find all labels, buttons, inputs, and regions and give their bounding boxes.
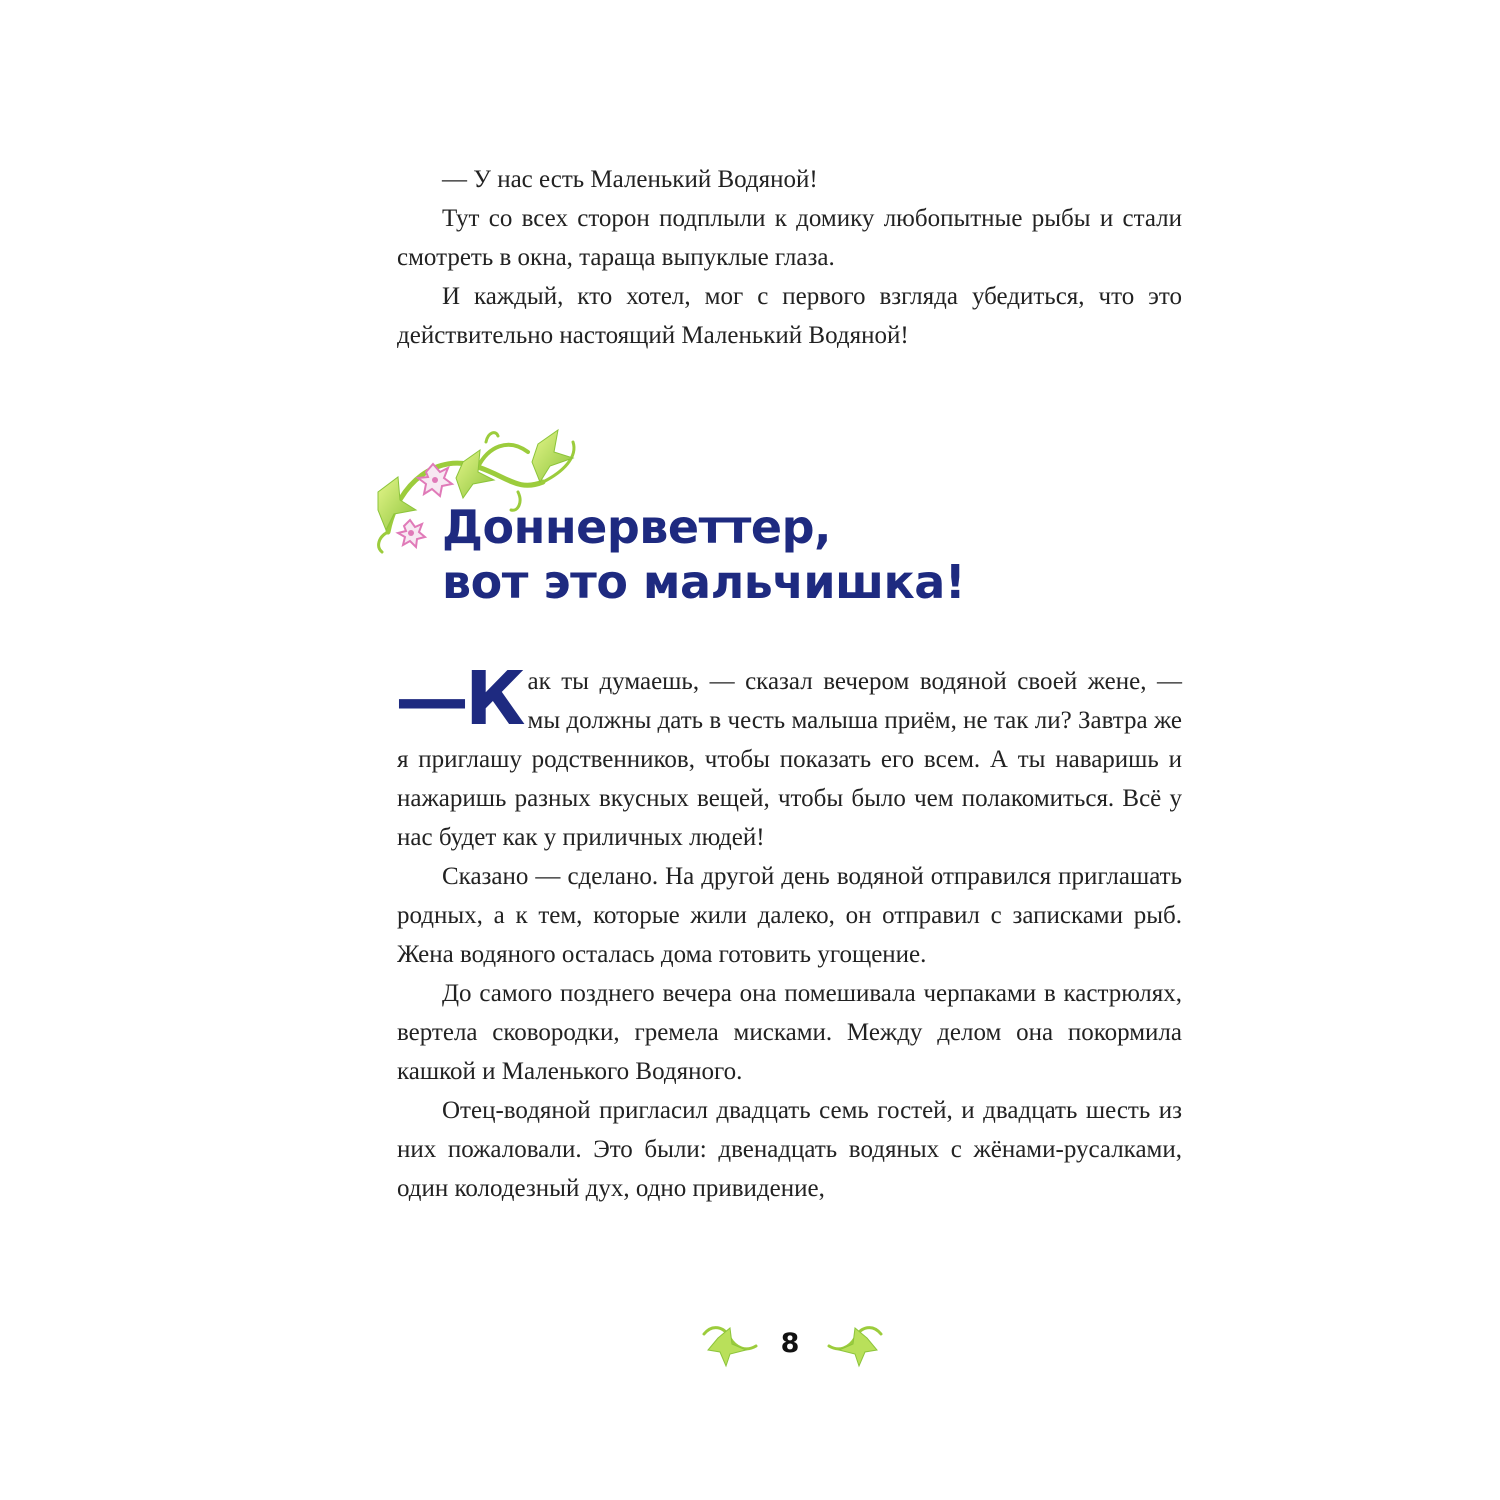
chapter-title <box>442 500 965 610</box>
paragraph: Тут со всех сторон подплыли к домику любопытные рыбы и стали смотреть в окна, тараща выпуклые глаза. <box>397 205 1182 271</box>
drop-cap: —К <box>395 656 522 742</box>
leaf-ornament-left-icon <box>700 1320 760 1370</box>
top-text-block <box>397 160 1182 355</box>
paragraph: Отец-водяной пригласил двадцать семь гостей, и двадцать шесть из них пожаловали. Это были: двенадцать водяных с жёнами-русалками, один колодезный дух, одно привидение, <box>397 1097 1182 1202</box>
page-footer <box>700 1320 890 1370</box>
paragraph-text: ак ты думаешь, — сказал вечером водяной своей жене, — мы должны дать в честь малыша приём, не так ли? Завтра же я приглашу родственников, чтобы показать его всем. А ты наваришь и нажаришь разных вкусных вещей, чтобы было чем полакомиться. Всё у нас будет как у приличных людей! <box>397 668 1182 851</box>
paragraph: Сказано — сделано. На другой день водяной отправился приглашать родных, а к тем, которые жили далеко, он отправил с записками рыб. Жена водяного осталась дома готовить угощение. <box>397 863 1182 968</box>
chapter-title-line: вот это мальчишка! <box>442 555 966 609</box>
main-text-block <box>395 656 1182 1208</box>
paragraph-with-dropcap <box>395 656 1182 857</box>
leaf-ornament-right-icon <box>825 1320 885 1370</box>
chapter-title-line: Доннерветтер, <box>442 500 831 554</box>
paragraph: И каждый, кто хотел, мог с первого взгляда убедиться, что это действительно настоящий Маленький Водяной! <box>397 283 1182 349</box>
paragraph-dialogue: — У нас есть Маленький Водяной! <box>442 166 818 193</box>
page-number: 8 <box>780 1328 800 1359</box>
paragraph: До самого позднего вечера она помешивала черпаками в кастрюлях, вертела сковородки, гремела мисками. Между делом она покормила кашкой и Маленького Водяного. <box>397 980 1182 1085</box>
